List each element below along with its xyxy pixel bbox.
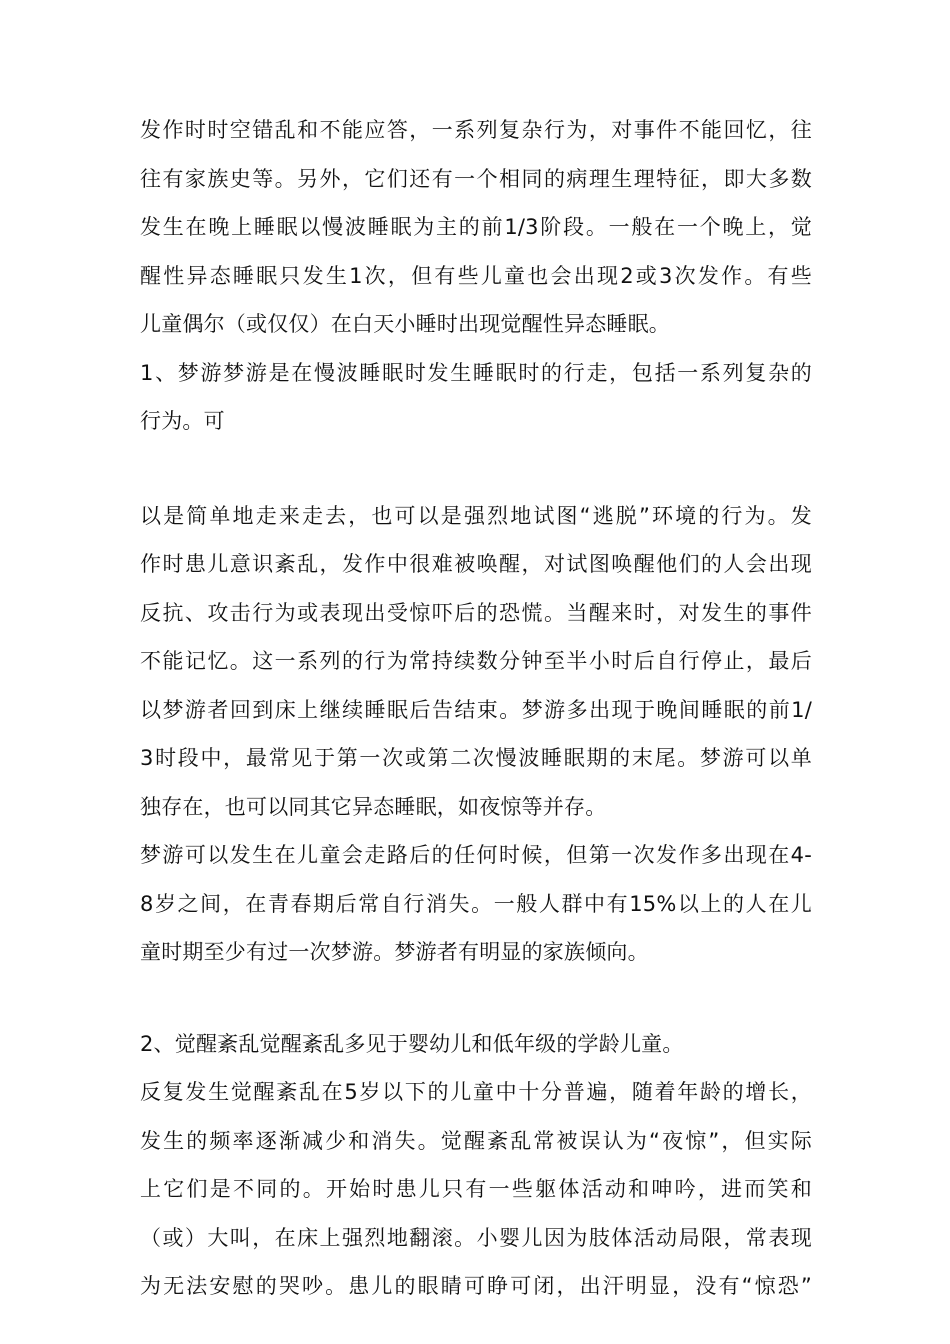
text-line: 发作时时空错乱和不能应答，一系列复杂行为，对事件不能回忆，往 <box>140 118 812 142</box>
text-line: 为无法安慰的哭吵。患儿的眼睛可睁可闭，出汗明显，没有“惊恐” <box>140 1274 812 1298</box>
text-line: 醒性异态睡眠只发生1次，但有些儿童也会出现2或3次发作。有些 <box>140 263 812 288</box>
text-line: 不能记忆。这一系列的行为常持续数分钟至半小时后自行停止，最后 <box>140 649 812 673</box>
text-line: 1、梦游梦游是在慢波睡眠时发生睡眠时的行走，包括一系列复杂的 <box>140 360 812 385</box>
paragraph <box>140 1068 812 1311</box>
text-line: 3时段中，最常见于第一次或第二次慢波睡眠期的末尾。梦游可以单 <box>140 746 812 770</box>
text-line: 反抗、攻击行为或表现出受惊吓后的恐慌。当醒来时，对发生的事件 <box>140 600 812 625</box>
section-heading-confusional-arousal <box>140 1020 812 1069</box>
text-line: 2、觉醒紊乱觉醒紊乱多见于婴幼儿和低年级的学龄儿童。 <box>140 1031 684 1056</box>
paragraph <box>140 492 812 832</box>
text-line: 8岁之间，在青春期后常自行消失。一般人群中有15%以上的人在儿 <box>140 891 812 916</box>
text-line: 童时期至少有过一次梦游。梦游者有明显的家族倾向。 <box>140 940 649 964</box>
paragraph-gap <box>140 977 812 1020</box>
text-line: 上它们是不同的。开始时患儿只有一些躯体活动和呻吟，进而笑和 <box>140 1177 812 1201</box>
text-line: 行为。可 <box>140 409 225 433</box>
text-line: 以梦游者回到床上继续睡眠后告结束。梦游多出现于晚间睡眠的前1/ <box>140 697 812 722</box>
paragraph-gap <box>140 446 812 492</box>
text-line: 发生的频率逐渐减少和消失。觉醒紊乱常被误认为“夜惊”，但实际 <box>140 1128 812 1153</box>
text-line: （或）大叫，在床上强烈地翻滚。小婴儿因为肢体活动局限，常表现 <box>140 1225 812 1250</box>
text-line: 发生在晚上睡眠以慢波睡眠为主的前1/3阶段。一般在一个晚上，觉 <box>140 215 812 239</box>
text-line: 反复发生觉醒紊乱在5岁以下的儿童中十分普遍，随着年龄的增长， <box>140 1080 812 1104</box>
text-line: 作时患儿意识紊乱，发作中很难被唤醒，对试图唤醒他们的人会出现 <box>140 552 812 576</box>
paragraph <box>140 106 812 349</box>
text-line: 独存在，也可以同其它异态睡眠，如夜惊等并存。 <box>140 794 607 819</box>
section-heading-sleepwalking <box>140 349 812 446</box>
text-line: 儿童偶尔（或仅仅）在白天小睡时出现觉醒性异态睡眠。 <box>140 312 670 336</box>
text-line: 以是简单地走来走去，也可以是强烈地试图“逃脱”环境的行为。发 <box>140 503 812 528</box>
text-line: 梦游可以发生在儿童会走路后的任何时候，但第一次发作多出现在4- <box>140 843 812 867</box>
text-line: 往有家族史等。另外，它们还有一个相同的病理生理特征，即大多数 <box>140 166 812 191</box>
document-page <box>140 106 812 1311</box>
paragraph <box>140 831 812 977</box>
